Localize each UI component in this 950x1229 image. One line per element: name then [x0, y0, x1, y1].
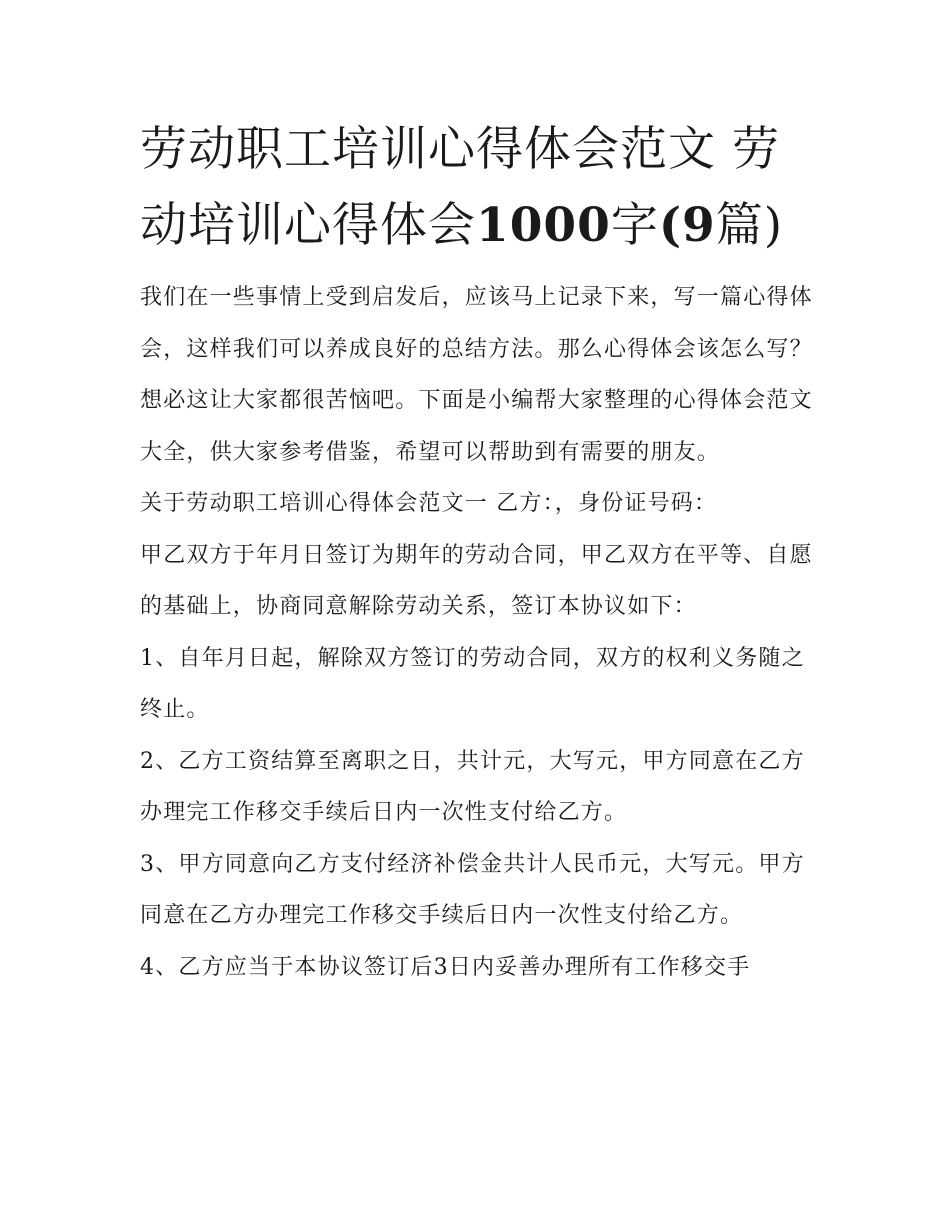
clause-2: 2、乙方工资结算至离职之日，共计元，大写元，甲方同意在乙方办理完工作移交手续后日内一次性支付给乙方。: [140, 748, 805, 825]
document-title: [140, 112, 820, 264]
intro-paragraph: 我们在一些事情上受到启发后，应该马上记录下来，写一篇心得体会，这样我们可以养成良好的总结方法。那么心得体会该怎么写？想必这让大家都很苦恼吧。下面是小编帮大家整理的心得体会范文大全，供大家参考借鉴，希望可以帮助到有需要的朋友。: [140, 285, 813, 465]
title-number: 1000: [476, 198, 611, 253]
clause-3: 3、甲方同意向乙方支付经济补偿金共计人民币元，大写元。甲方同意在乙方办理完工作移交手续后日内一次性支付给乙方。: [140, 851, 805, 928]
title-count-unit: 篇): [715, 198, 784, 253]
agreement-intro: 甲乙双方于年月日签订为期年的劳动合同，甲乙双方在平等、自愿的基础上，协商同意解除劳动关系，签订本协议如下：: [140, 542, 813, 619]
document-page: [140, 112, 820, 993]
title-main-text: 劳动职工培训心得体会范文 劳动培训心得体会: [140, 122, 780, 253]
title-unit: 字: [610, 198, 659, 253]
clause-1: 1、自年月日起，解除双方签订的劳动合同，双方的权利义务随之终止。: [140, 645, 805, 722]
clause-4: 4、乙方应当于本协议签订后3日内妥善办理所有工作移交手: [140, 954, 751, 980]
title-count: (9: [658, 198, 716, 253]
section-heading: 关于劳动职工培训心得体会范文一 乙方：，身份证号码：: [140, 491, 718, 516]
